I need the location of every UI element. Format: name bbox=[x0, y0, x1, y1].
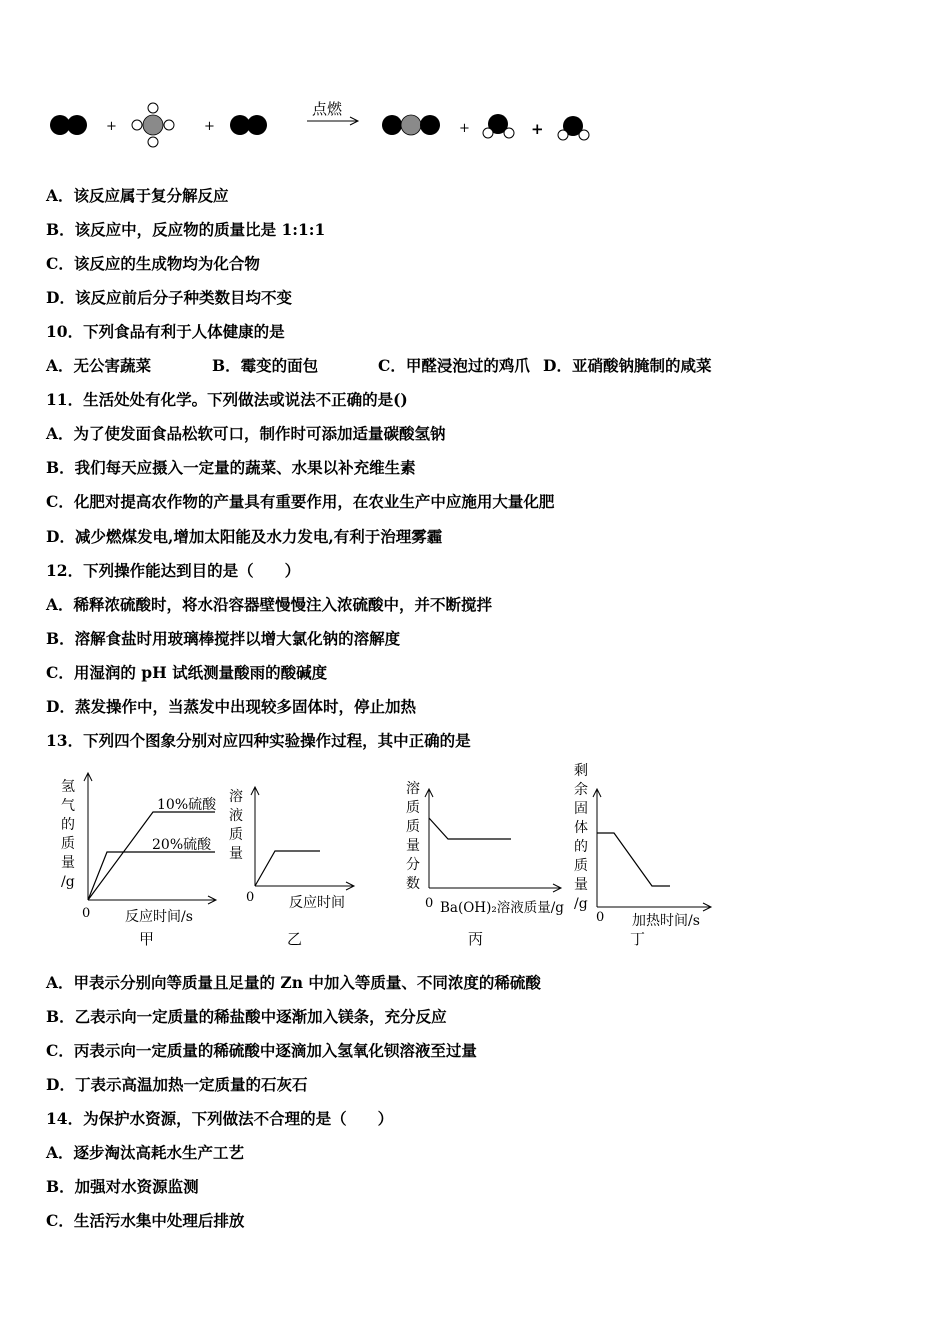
q12-option-b: B．溶解食盐时用玻璃棒搅拌以增大氯化钠的溶解度 bbox=[46, 629, 401, 648]
q13-option-a: A．甲表示分别向等质量且足量的 Zn 中加入等质量、不同浓度的稀硫酸 bbox=[46, 973, 541, 992]
graph-yi-ylabel: 溶 液 质 量 bbox=[229, 789, 243, 862]
graph-ding-line bbox=[597, 833, 670, 886]
graph-jia-line-10pct bbox=[88, 812, 215, 900]
graph-jia bbox=[55, 760, 235, 950]
graph-bing-caption: 丙 bbox=[468, 930, 484, 948]
molecule-product-3 bbox=[558, 116, 589, 140]
graph-ding bbox=[570, 760, 720, 950]
graph-jia-series2-label: 20%硫酸 bbox=[152, 837, 212, 853]
q14-option-b: B．加强对水资源监测 bbox=[46, 1177, 199, 1196]
q12-option-c: C．用湿润的 pH 试纸测量酸雨的酸碱度 bbox=[46, 663, 328, 682]
graph-jia-line-20pct bbox=[88, 852, 215, 900]
graph-ding-origin: 0 bbox=[596, 910, 605, 925]
q10-option-b: B．霉变的面包 bbox=[212, 356, 319, 375]
q11-option-d: D．减少燃煤发电,增加太阳能及水力发电,有利于治理雾霾 bbox=[46, 527, 443, 546]
graph-jia-series1-label: 10%硫酸 bbox=[157, 797, 217, 813]
graph-yi-xlabel: 反应时间 bbox=[289, 895, 345, 911]
q12-option-d: D．蒸发操作中，当蒸发中出现较多固体时，停止加热 bbox=[46, 697, 416, 716]
graph-yi-plot bbox=[225, 760, 365, 950]
q10-options bbox=[46, 356, 746, 376]
q9-option-a: A．该反应属于复分解反应 bbox=[46, 186, 229, 205]
q13-stem: 13．下列四个图象分别对应四种实验操作过程，其中正确的是 bbox=[46, 731, 471, 750]
graph-bing-xlabel: Ba(OH)₂溶液质量/g bbox=[440, 900, 564, 916]
graph-jia-ylabel: 氢 气 的 质 量 /g bbox=[61, 779, 75, 890]
q13-option-b: B．乙表示向一定质量的稀盐酸中逐渐加入镁条，充分反应 bbox=[46, 1007, 447, 1026]
graph-jia-xlabel: 反应时间/s bbox=[125, 909, 193, 925]
graph-bing-ylabel: 溶 质 质 量 分 数 bbox=[406, 781, 420, 892]
q9-option-c: C．该反应的生成物均为化合物 bbox=[46, 254, 260, 273]
q14-stem: 14．为保护水资源，下列做法不合理的是（ ） bbox=[46, 1109, 394, 1128]
graph-bing-plot bbox=[400, 760, 570, 950]
q11-option-b: B．我们每天应摄入一定量的蔬菜、水果以补充维生素 bbox=[46, 458, 416, 477]
plus-sign-2: + bbox=[204, 119, 215, 134]
plus-sign-3: + bbox=[459, 121, 470, 136]
graph-bing-line bbox=[429, 818, 511, 839]
q12-option-a: A．稀释浓硫酸时，将水沿容器壁慢慢注入浓硫酸中，并不断搅拌 bbox=[46, 595, 493, 614]
reaction-condition: 点燃 bbox=[312, 100, 343, 118]
q11-option-c: C．化肥对提高农作物的产量具有重要作用，在农业生产中应施用大量化肥 bbox=[46, 492, 555, 511]
q13-graphs bbox=[0, 760, 950, 950]
molecule-product-1 bbox=[382, 115, 440, 135]
graph-yi-line bbox=[255, 851, 320, 886]
molecule-reactant-2 bbox=[132, 103, 174, 147]
graph-yi-caption: 乙 bbox=[287, 930, 303, 948]
q9-option-b: B．该反应中，反应物的质量比是 1:1:1 bbox=[46, 220, 326, 239]
q13-option-c: C．丙表示向一定质量的稀硫酸中逐滴加入氢氧化钡溶液至过量 bbox=[46, 1041, 477, 1060]
q13-option-d: D．丁表示高温加热一定质量的石灰石 bbox=[46, 1075, 308, 1094]
graph-jia-caption: 甲 bbox=[139, 930, 155, 948]
molecule-reactant-1 bbox=[50, 115, 87, 135]
q11-option-a: A．为了使发面食品松软可口，制作时可添加适量碳酸氢钠 bbox=[46, 424, 446, 443]
q10-option-d: D．亚硝酸钠腌制的咸菜 bbox=[543, 356, 712, 375]
graph-jia-origin: 0 bbox=[82, 906, 91, 921]
plus-sign-4: + bbox=[531, 120, 544, 138]
graph-ding-xlabel: 加热时间/s bbox=[632, 913, 700, 929]
graph-bing bbox=[400, 760, 570, 950]
q14-option-c: C．生活污水集中处理后排放 bbox=[46, 1211, 245, 1230]
q14-option-a: A．逐步淘汰高耗水生产工艺 bbox=[46, 1143, 245, 1162]
graph-ding-caption: 丁 bbox=[630, 930, 646, 948]
graph-yi bbox=[225, 760, 365, 950]
graph-bing-origin: 0 bbox=[425, 896, 434, 911]
graph-ding-ylabel: 剩 余 固 体 的 质 量 /g bbox=[574, 763, 588, 912]
q10-option-c: C．甲醛浸泡过的鸡爪 bbox=[378, 356, 530, 375]
q12-stem: 12．下列操作能达到目的是（ ） bbox=[46, 561, 301, 580]
q10-stem: 10．下列食品有利于人体健康的是 bbox=[46, 322, 285, 341]
molecule-reactant-3 bbox=[230, 115, 267, 135]
graph-yi-origin: 0 bbox=[246, 890, 255, 905]
molecule-product-2 bbox=[483, 114, 514, 138]
q11-stem: 11．生活处处有化学。下列做法或说法不正确的是() bbox=[46, 390, 408, 409]
q9-option-d: D．该反应前后分子种类数目均不变 bbox=[46, 288, 292, 307]
q10-option-a: A．无公害蔬菜 bbox=[46, 356, 152, 375]
plus-sign-1: + bbox=[106, 119, 117, 134]
